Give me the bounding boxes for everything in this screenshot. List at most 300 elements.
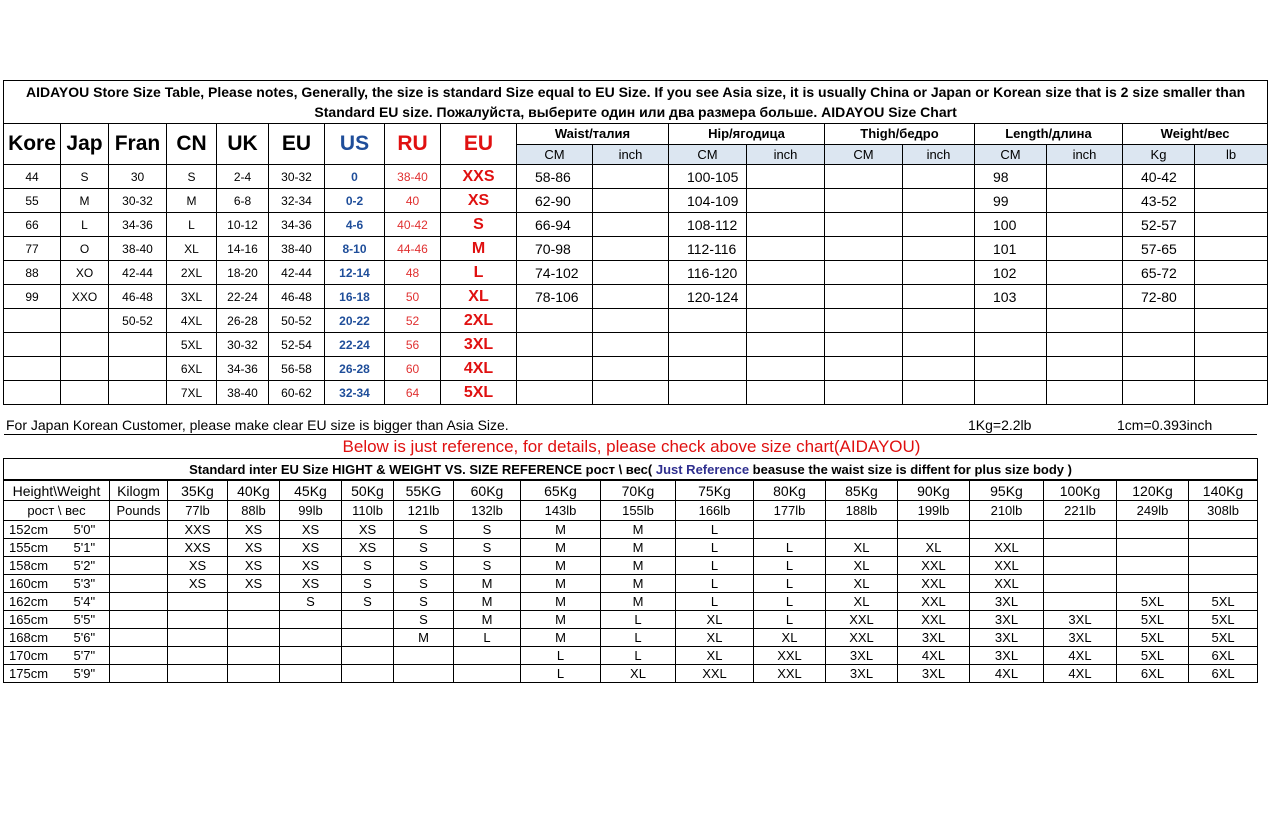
cell-kore: [4, 381, 61, 405]
cell-weight-lb: [1195, 261, 1268, 285]
units-spacer: [110, 629, 168, 647]
height-row: [4, 557, 1258, 575]
header-weight: Weight/вес: [1123, 124, 1268, 145]
cell-hip-cm: 116-120: [669, 261, 747, 285]
cell-eu: 42-44: [269, 261, 325, 285]
cell-thigh-cm: [825, 381, 903, 405]
cell-hip-cm: 104-109: [669, 189, 747, 213]
size-cell: [1117, 557, 1189, 575]
cell-length-inch: [1047, 381, 1123, 405]
hw-title-just-reference: Just Reference: [655, 461, 750, 477]
size-cell: 5XL: [1189, 593, 1258, 611]
size-row: [4, 165, 1268, 189]
cell-length-cm: 99: [975, 189, 1047, 213]
cell-hip-inch: [747, 237, 825, 261]
size-cell: 5XL: [1117, 593, 1189, 611]
cell-weight-lb: [1195, 213, 1268, 237]
weight-kg-header: 35Kg: [168, 480, 228, 501]
size-cell: 4XL: [1044, 647, 1117, 665]
size-cell: [228, 647, 280, 665]
size-cell: [228, 593, 280, 611]
size-cell: M: [521, 629, 601, 647]
height-ft: 5'7": [66, 647, 110, 665]
unit-cm: CM: [669, 144, 747, 165]
cell-weight-lb: [1195, 333, 1268, 357]
cell-kore: 66: [4, 213, 61, 237]
cell-waist-cm: 66-94: [517, 213, 593, 237]
weight-kg-header: 40Kg: [228, 480, 280, 501]
weight-lb-header: 121lb: [394, 501, 454, 521]
weight-lb-header: 199lb: [898, 501, 970, 521]
cell-hip-cm: [669, 309, 747, 333]
size-cell: M: [454, 593, 521, 611]
size-cell: 4XL: [898, 647, 970, 665]
size-cell: [1044, 557, 1117, 575]
weight-kg-header: 60Kg: [454, 480, 521, 501]
cell-thigh-inch: [903, 165, 975, 189]
size-cell: 3XL: [826, 665, 898, 683]
cell-uk: 18-20: [217, 261, 269, 285]
size-cell: [168, 593, 228, 611]
divider: [4, 434, 1257, 435]
height-row: [4, 575, 1258, 593]
cell-ru: 48: [385, 261, 441, 285]
cell-uk: 2-4: [217, 165, 269, 189]
cell-ru: 64: [385, 381, 441, 405]
cell-eu-size: M: [441, 237, 517, 261]
weight-kg-header: 75Kg: [676, 480, 754, 501]
units-spacer: [110, 665, 168, 683]
cell-cn: 7XL: [167, 381, 217, 405]
size-cell: 3XL: [970, 611, 1044, 629]
cm-conversion-note: 1cm=0.393inch: [1117, 417, 1213, 433]
cell-length-inch: [1047, 309, 1123, 333]
asia-size-note: For Japan Korean Customer, please make clear EU size is bigger than Asia Size.: [6, 417, 509, 433]
units-spacer: [110, 647, 168, 665]
size-cell: S: [342, 593, 394, 611]
weight-lb-header: 177lb: [754, 501, 826, 521]
size-cell: M: [454, 611, 521, 629]
height-cm: 152cm: [4, 521, 66, 539]
cell-length-inch: [1047, 357, 1123, 381]
cell-length-inch: [1047, 165, 1123, 189]
cell-waist-cm: [517, 381, 593, 405]
cell-thigh-cm: [825, 165, 903, 189]
height-ft: 5'2": [66, 557, 110, 575]
unit-pounds: Pounds: [110, 501, 168, 521]
height-row: [4, 647, 1258, 665]
size-table-title: [4, 81, 1268, 124]
cell-eu: 60-62: [269, 381, 325, 405]
size-cell: M: [521, 557, 601, 575]
cell-us: 32-34: [325, 381, 385, 405]
size-cell: XL: [826, 539, 898, 557]
cell-kore: [4, 357, 61, 381]
cell-jap: XXO: [61, 285, 109, 309]
weight-lb-header: 249lb: [1117, 501, 1189, 521]
cell-uk: 38-40: [217, 381, 269, 405]
cell-jap: O: [61, 237, 109, 261]
unit-cm: CM: [825, 144, 903, 165]
size-row: [4, 237, 1268, 261]
size-cell: 4XL: [970, 665, 1044, 683]
cell-uk: 14-16: [217, 237, 269, 261]
size-cell: XS: [228, 521, 280, 539]
size-cell: S: [394, 593, 454, 611]
weight-kg-header: 70Kg: [601, 480, 676, 501]
size-cell: XL: [676, 647, 754, 665]
weight-lb-header: 210lb: [970, 501, 1044, 521]
cell-waist-cm: 70-98: [517, 237, 593, 261]
height-cm: 170cm: [4, 647, 66, 665]
size-cell: 3XL: [898, 629, 970, 647]
cell-waist-cm: [517, 357, 593, 381]
cell-weight-lb: [1195, 309, 1268, 333]
size-cell: M: [601, 557, 676, 575]
cell-eu: 50-52: [269, 309, 325, 333]
size-cell: 6XL: [1189, 647, 1258, 665]
cell-length-cm: [975, 357, 1047, 381]
cell-eu: 34-36: [269, 213, 325, 237]
cell-length-inch: [1047, 237, 1123, 261]
size-cell: S: [454, 557, 521, 575]
size-cell: [280, 647, 342, 665]
size-cell: S: [394, 557, 454, 575]
size-cell: XL: [826, 575, 898, 593]
cell-fran: 38-40: [109, 237, 167, 261]
cell-fran: 50-52: [109, 309, 167, 333]
header-length: Length/длина: [975, 124, 1123, 145]
cell-us: 12-14: [325, 261, 385, 285]
units-spacer: [110, 593, 168, 611]
size-cell: XS: [228, 575, 280, 593]
size-cell: [1189, 539, 1258, 557]
cell-weight-kg: [1123, 357, 1195, 381]
cell-length-cm: 101: [975, 237, 1047, 261]
size-cell: XL: [676, 629, 754, 647]
size-cell: 3XL: [898, 665, 970, 683]
cell-length-inch: [1047, 285, 1123, 309]
cell-hip-inch: [747, 165, 825, 189]
cell-hip-inch: [747, 309, 825, 333]
height-ft: 5'4": [66, 593, 110, 611]
cell-length-cm: 100: [975, 213, 1047, 237]
cell-kore: [4, 333, 61, 357]
size-cell: [454, 665, 521, 683]
height-row: [4, 521, 1258, 539]
cell-thigh-cm: [825, 333, 903, 357]
weight-kg-header: 65Kg: [521, 480, 601, 501]
size-cell: XS: [168, 575, 228, 593]
height-weight-title: [4, 459, 1258, 481]
size-cell: 5XL: [1117, 647, 1189, 665]
size-cell: XS: [342, 539, 394, 557]
size-cell: XXL: [754, 665, 826, 683]
cell-hip-inch: [747, 357, 825, 381]
size-cell: [280, 611, 342, 629]
size-cell: L: [601, 647, 676, 665]
cell-eu-size: 4XL: [441, 357, 517, 381]
cell-jap: S: [61, 165, 109, 189]
cell-eu: 38-40: [269, 237, 325, 261]
size-cell: [1117, 521, 1189, 539]
cell-ru: 40-42: [385, 213, 441, 237]
cell-hip-inch: [747, 213, 825, 237]
size-cell: [394, 647, 454, 665]
size-cell: XXS: [168, 521, 228, 539]
cell-eu-size: L: [441, 261, 517, 285]
size-cell: XS: [280, 557, 342, 575]
height-row: [4, 629, 1258, 647]
cell-waist-inch: [593, 213, 669, 237]
cell-weight-lb: [1195, 381, 1268, 405]
size-cell: XS: [228, 557, 280, 575]
cell-hip-inch: [747, 285, 825, 309]
cell-waist-cm: 58-86: [517, 165, 593, 189]
size-cell: 3XL: [1044, 629, 1117, 647]
size-cell: 4XL: [1044, 665, 1117, 683]
corner-rost-ves: рост \ вес: [4, 501, 110, 521]
cell-us: 0-2: [325, 189, 385, 213]
height-cm: 160cm: [4, 575, 66, 593]
weight-kg-header: 140Kg: [1189, 480, 1258, 501]
cell-ru: 52: [385, 309, 441, 333]
height-cm: 158cm: [4, 557, 66, 575]
weight-kg-header: 45Kg: [280, 480, 342, 501]
cell-uk: 30-32: [217, 333, 269, 357]
size-cell: [1189, 557, 1258, 575]
cell-thigh-cm: [825, 261, 903, 285]
cell-cn: 2XL: [167, 261, 217, 285]
cell-thigh-cm: [825, 189, 903, 213]
size-cell: L: [754, 575, 826, 593]
size-cell: S: [342, 557, 394, 575]
size-cell: [168, 629, 228, 647]
cell-uk: 22-24: [217, 285, 269, 309]
size-cell: 5XL: [1189, 611, 1258, 629]
size-cell: [228, 665, 280, 683]
cell-kore: 55: [4, 189, 61, 213]
unit-kilogm: Kilogm: [110, 480, 168, 501]
cell-weight-kg: [1123, 309, 1195, 333]
unit-inch: inch: [1047, 144, 1123, 165]
height-row: [4, 539, 1258, 557]
size-cell: S: [454, 521, 521, 539]
cell-hip-inch: [747, 189, 825, 213]
height-row: [4, 611, 1258, 629]
cell-thigh-inch: [903, 285, 975, 309]
size-cell: 3XL: [826, 647, 898, 665]
kg-conversion-note: 1Kg=2.2lb: [968, 417, 1032, 433]
weight-lb-header: 88lb: [228, 501, 280, 521]
cell-weight-lb: [1195, 285, 1268, 309]
height-ft: 5'5": [66, 611, 110, 629]
size-cell: L: [521, 647, 601, 665]
cell-thigh-inch: [903, 261, 975, 285]
header-waist: Waist/талия: [517, 124, 669, 145]
height-cm: 162cm: [4, 593, 66, 611]
cell-waist-cm: 78-106: [517, 285, 593, 309]
cell-ru: 40: [385, 189, 441, 213]
cell-fran: [109, 381, 167, 405]
weight-kg-header: 95Kg: [970, 480, 1044, 501]
weight-lb-header: 221lb: [1044, 501, 1117, 521]
cell-fran: 30: [109, 165, 167, 189]
size-cell: [228, 629, 280, 647]
size-cell: XL: [754, 629, 826, 647]
weight-lb-header: 110lb: [342, 501, 394, 521]
size-cell: S: [454, 539, 521, 557]
size-cell: XXL: [826, 629, 898, 647]
size-row: [4, 309, 1268, 333]
cell-thigh-inch: [903, 309, 975, 333]
cell-waist-inch: [593, 237, 669, 261]
size-row: [4, 357, 1268, 381]
cell-thigh-cm: [825, 237, 903, 261]
cell-length-inch: [1047, 189, 1123, 213]
cell-weight-kg: 52-57: [1123, 213, 1195, 237]
units-spacer: [110, 539, 168, 557]
size-cell: M: [521, 539, 601, 557]
size-cell: XXL: [970, 575, 1044, 593]
size-cell: [342, 647, 394, 665]
size-cell: [754, 521, 826, 539]
size-cell: M: [454, 575, 521, 593]
unit-inch: inch: [903, 144, 975, 165]
cell-ru: 38-40: [385, 165, 441, 189]
size-cell: M: [394, 629, 454, 647]
size-cell: [342, 665, 394, 683]
size-cell: 3XL: [970, 593, 1044, 611]
size-row: [4, 285, 1268, 309]
cell-eu-size: XXS: [441, 165, 517, 189]
cell-eu-size: S: [441, 213, 517, 237]
height-cm: 155cm: [4, 539, 66, 557]
size-cell: [168, 665, 228, 683]
cell-weight-lb: [1195, 165, 1268, 189]
cell-kore: 44: [4, 165, 61, 189]
cell-thigh-cm: [825, 285, 903, 309]
unit-cm: CM: [975, 144, 1047, 165]
size-cell: M: [521, 593, 601, 611]
cell-eu-size: XL: [441, 285, 517, 309]
cell-kore: 77: [4, 237, 61, 261]
cell-eu: 56-58: [269, 357, 325, 381]
size-cell: [1189, 521, 1258, 539]
unit-inch: inch: [593, 144, 669, 165]
size-cell: S: [280, 593, 342, 611]
header-kore: Kore: [4, 124, 61, 165]
cell-hip-inch: [747, 261, 825, 285]
cell-waist-inch: [593, 381, 669, 405]
cell-waist-cm: 62-90: [517, 189, 593, 213]
cell-jap: M: [61, 189, 109, 213]
cell-thigh-cm: [825, 357, 903, 381]
cell-cn: 3XL: [167, 285, 217, 309]
height-ft: 5'3": [66, 575, 110, 593]
height-cm: 165cm: [4, 611, 66, 629]
cell-ru: 50: [385, 285, 441, 309]
weight-lb-header: 132lb: [454, 501, 521, 521]
weight-lb-header: 143lb: [521, 501, 601, 521]
size-cell: XXL: [898, 575, 970, 593]
size-cell: [342, 611, 394, 629]
size-cell: XXL: [898, 611, 970, 629]
cell-uk: 6-8: [217, 189, 269, 213]
cell-thigh-inch: [903, 213, 975, 237]
units-spacer: [110, 611, 168, 629]
cell-thigh-cm: [825, 213, 903, 237]
size-cell: L: [754, 593, 826, 611]
hw-title-part-3: beasuse the waist size is diffent for plus size body ): [749, 461, 1072, 477]
cell-uk: 26-28: [217, 309, 269, 333]
size-cell: XXL: [898, 557, 970, 575]
size-cell: [1117, 575, 1189, 593]
units-spacer: [110, 521, 168, 539]
size-cell: XL: [826, 593, 898, 611]
cell-fran: 30-32: [109, 189, 167, 213]
size-cell: [280, 665, 342, 683]
header-jap: Jap: [61, 124, 109, 165]
size-cell: XXL: [826, 611, 898, 629]
size-cell: M: [601, 575, 676, 593]
size-cell: S: [394, 521, 454, 539]
unit-kg: Kg: [1123, 144, 1195, 165]
weight-lb-header: 77lb: [168, 501, 228, 521]
size-cell: 3XL: [970, 629, 1044, 647]
size-cell: [168, 647, 228, 665]
cell-eu-size: XS: [441, 189, 517, 213]
cell-cn: 6XL: [167, 357, 217, 381]
unit-inch: inch: [747, 144, 825, 165]
cell-kore: 88: [4, 261, 61, 285]
weight-kg-header: 100Kg: [1044, 480, 1117, 501]
size-cell: [228, 611, 280, 629]
cell-waist-inch: [593, 261, 669, 285]
size-cell: XS: [228, 539, 280, 557]
size-cell: XXL: [676, 665, 754, 683]
cell-us: 8-10: [325, 237, 385, 261]
cell-jap: [61, 333, 109, 357]
header-fran: Fran: [109, 124, 167, 165]
size-cell: S: [394, 575, 454, 593]
header-ru: RU: [385, 124, 441, 165]
height-cm: 175cm: [4, 665, 66, 683]
cell-length-inch: [1047, 261, 1123, 285]
size-cell: XL: [826, 557, 898, 575]
cell-waist-inch: [593, 189, 669, 213]
cell-length-cm: 102: [975, 261, 1047, 285]
cell-cn: M: [167, 189, 217, 213]
weight-kg-header: 120Kg: [1117, 480, 1189, 501]
cell-fran: [109, 357, 167, 381]
cell-fran: [109, 333, 167, 357]
weight-lb-header: 155lb: [601, 501, 676, 521]
cell-waist-inch: [593, 285, 669, 309]
height-weight-table: [3, 458, 1258, 683]
size-table: [3, 80, 1268, 405]
size-cell: XXL: [754, 647, 826, 665]
height-ft: 5'0'': [66, 521, 110, 539]
cell-jap: [61, 309, 109, 333]
size-cell: M: [521, 575, 601, 593]
weight-lb-header: 99lb: [280, 501, 342, 521]
cell-length-cm: 103: [975, 285, 1047, 309]
cell-fran: 34-36: [109, 213, 167, 237]
size-cell: S: [394, 611, 454, 629]
height-ft: 5'6": [66, 629, 110, 647]
header-thigh: Thigh/бедро: [825, 124, 975, 145]
